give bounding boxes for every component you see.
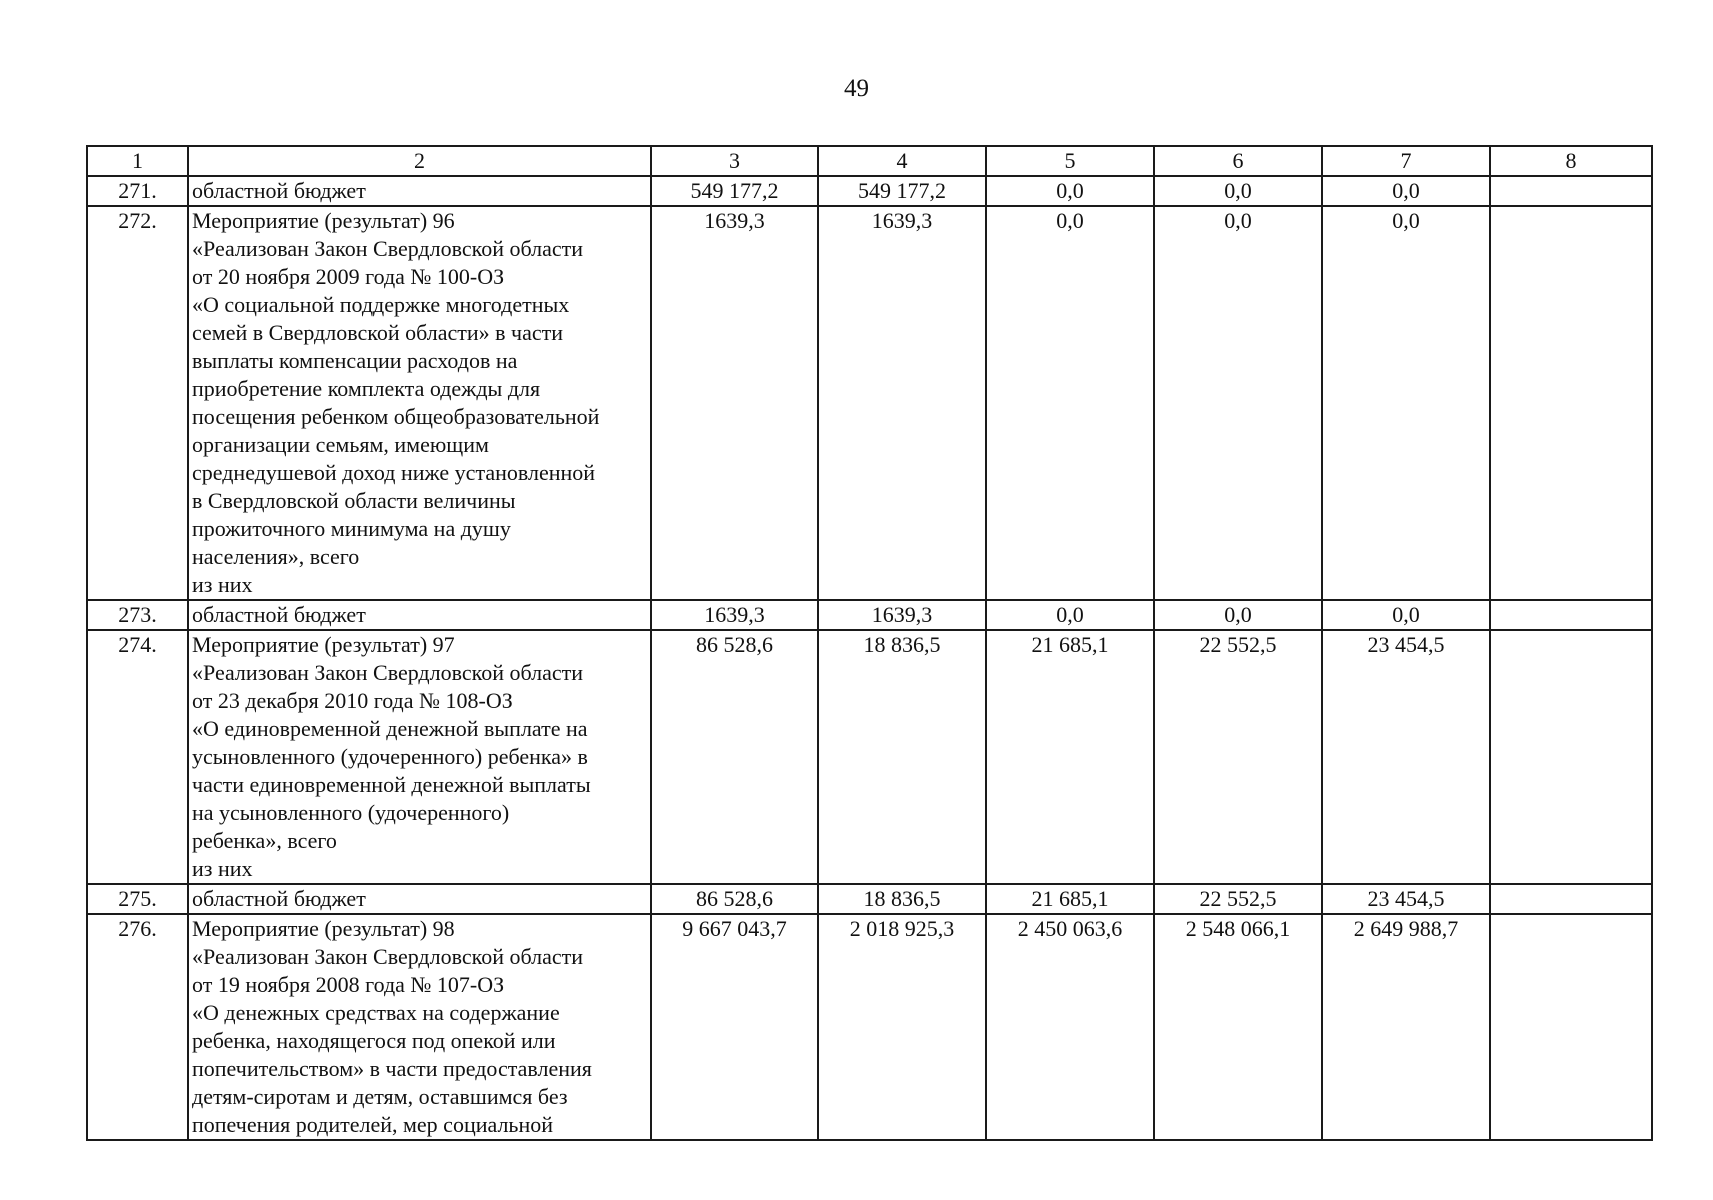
description-line: от 19 ноября 2008 года № 107-ОЗ	[192, 972, 505, 997]
column-header-6: 6	[1154, 146, 1322, 176]
table-body	[87, 176, 1652, 1140]
row-description	[188, 600, 651, 630]
value-cell-col-8	[1490, 914, 1652, 1140]
value-cell-col-5: 0,0	[986, 206, 1154, 600]
value-cell-col-7: 0,0	[1322, 176, 1490, 206]
value-cell-col-4: 549 177,2	[818, 176, 986, 206]
description-line: выплаты компенсации расходов на	[192, 348, 518, 373]
value-cell-col-3: 86 528,6	[651, 630, 818, 884]
value-cell-col-6: 22 552,5	[1154, 884, 1322, 914]
row-number: 273.	[87, 600, 188, 630]
column-header-7: 7	[1322, 146, 1490, 176]
description-line: Мероприятие (результат) 97	[192, 632, 455, 657]
description-line: Мероприятие (результат) 96	[192, 208, 455, 233]
value-cell-col-5: 21 685,1	[986, 884, 1154, 914]
row-number: 274.	[87, 630, 188, 884]
description-line: «Реализован Закон Свердловской области	[192, 236, 584, 261]
row-description	[188, 176, 651, 206]
description-line: областной бюджет	[192, 602, 366, 627]
value-cell-col-7: 23 454,5	[1322, 630, 1490, 884]
description-line: организации семьям, имеющим	[192, 432, 489, 457]
description-line: «О единовременной денежной выплате на	[192, 716, 588, 741]
description-line: из них	[192, 856, 253, 881]
value-cell-col-8	[1490, 884, 1652, 914]
row-description	[188, 630, 651, 884]
column-header-1: 1	[87, 146, 188, 176]
budget-table	[86, 145, 1653, 1141]
row-number: 275.	[87, 884, 188, 914]
description-line: попечительством» в части предоставления	[192, 1056, 592, 1081]
value-cell-col-8	[1490, 600, 1652, 630]
row-number: 272.	[87, 206, 188, 600]
value-cell-col-4: 18 836,5	[818, 884, 986, 914]
row-number: 276.	[87, 914, 188, 1140]
description-line: областной бюджет	[192, 886, 366, 911]
column-header-5: 5	[986, 146, 1154, 176]
value-cell-col-3: 1639,3	[651, 600, 818, 630]
value-cell-col-8	[1490, 630, 1652, 884]
table-row	[87, 914, 1652, 1140]
description-line: «О денежных средствах на содержание	[192, 1000, 560, 1025]
value-cell-col-5: 2 450 063,6	[986, 914, 1154, 1140]
value-cell-col-4: 2 018 925,3	[818, 914, 986, 1140]
description-line: «Реализован Закон Свердловской области	[192, 944, 584, 969]
description-line: областной бюджет	[192, 178, 366, 203]
value-cell-col-3: 86 528,6	[651, 884, 818, 914]
description-line: детям-сиротам и детям, оставшимся без	[192, 1084, 568, 1109]
value-cell-col-4: 1639,3	[818, 600, 986, 630]
description-line: на усыновленного (удочеренного)	[192, 800, 510, 825]
header-row	[87, 146, 1652, 176]
column-header-3: 3	[651, 146, 818, 176]
value-cell-col-6: 0,0	[1154, 206, 1322, 600]
page-number: 49	[844, 75, 869, 102]
row-description	[188, 884, 651, 914]
description-line: части единовременной денежной выплаты	[192, 772, 591, 797]
description-line: посещения ребенком общеобразовательной	[192, 404, 600, 429]
column-header-4: 4	[818, 146, 986, 176]
value-cell-col-3: 549 177,2	[651, 176, 818, 206]
value-cell-col-6: 0,0	[1154, 176, 1322, 206]
description-line: попечения родителей, мер социальной	[192, 1112, 554, 1137]
value-cell-col-6: 2 548 066,1	[1154, 914, 1322, 1140]
description-line: среднедушевой доход ниже установленной	[192, 460, 596, 485]
description-line: населения», всего	[192, 544, 360, 569]
description-line: семей в Свердловской области» в части	[192, 320, 564, 345]
value-cell-col-5: 0,0	[986, 176, 1154, 206]
row-description	[188, 914, 651, 1140]
column-header-2: 2	[188, 146, 651, 176]
description-line: ребенка», всего	[192, 828, 337, 853]
row-number: 271.	[87, 176, 188, 206]
description-line: из них	[192, 572, 253, 597]
value-cell-col-3: 9 667 043,7	[651, 914, 818, 1140]
value-cell-col-5: 21 685,1	[986, 630, 1154, 884]
value-cell-col-8	[1490, 176, 1652, 206]
value-cell-col-8	[1490, 206, 1652, 600]
description-line: усыновленного (удочеренного) ребенка» в	[192, 744, 588, 769]
value-cell-col-7: 0,0	[1322, 206, 1490, 600]
description-line: в Свердловской области величины	[192, 488, 516, 513]
description-line: ребенка, находящегося под опекой или	[192, 1028, 556, 1053]
row-description	[188, 206, 651, 600]
table-row	[87, 600, 1652, 630]
description-line: «Реализован Закон Свердловской области	[192, 660, 584, 685]
description-line: прожиточного минимума на душу	[192, 516, 511, 541]
table-row	[87, 884, 1652, 914]
description-line: от 23 декабря 2010 года № 108-ОЗ	[192, 688, 513, 713]
description-line: Мероприятие (результат) 98	[192, 916, 455, 941]
table-row	[87, 206, 1652, 600]
table-row	[87, 630, 1652, 884]
table-row	[87, 176, 1652, 206]
value-cell-col-7: 2 649 988,7	[1322, 914, 1490, 1140]
value-cell-col-5: 0,0	[986, 600, 1154, 630]
value-cell-col-4: 1639,3	[818, 206, 986, 600]
value-cell-col-4: 18 836,5	[818, 630, 986, 884]
value-cell-col-7: 23 454,5	[1322, 884, 1490, 914]
value-cell-col-6: 0,0	[1154, 600, 1322, 630]
value-cell-col-7: 0,0	[1322, 600, 1490, 630]
description-line: от 20 ноября 2009 года № 100-ОЗ	[192, 264, 505, 289]
description-line: «О социальной поддержке многодетных	[192, 292, 570, 317]
column-header-8: 8	[1490, 146, 1652, 176]
description-line: приобретение комплекта одежды для	[192, 376, 541, 401]
value-cell-col-3: 1639,3	[651, 206, 818, 600]
value-cell-col-6: 22 552,5	[1154, 630, 1322, 884]
